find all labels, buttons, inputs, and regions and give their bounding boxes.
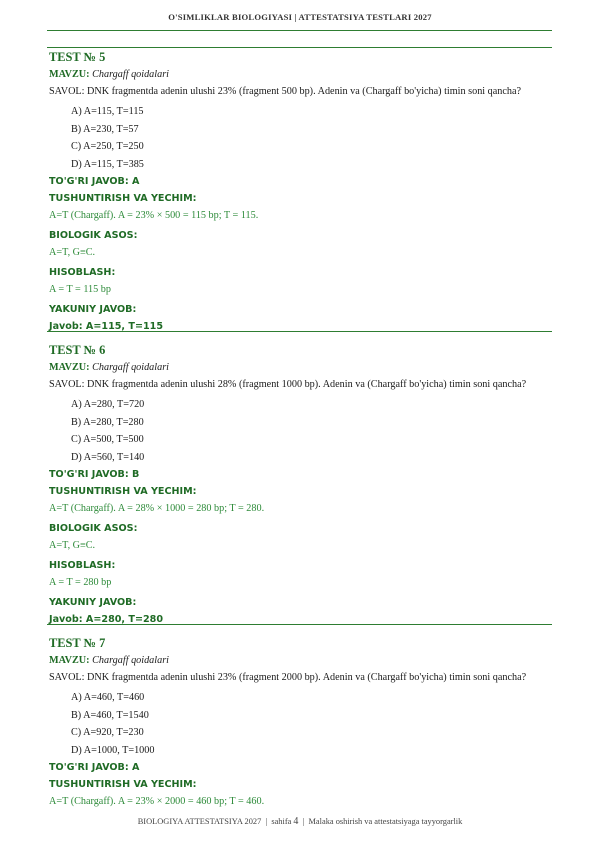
running-header: O'SIMLIKLAR BIOLOGIYASI | ATTESTATSIYA TESTLARI 2027 [168, 12, 432, 22]
correct-value: B [132, 469, 140, 480]
option-c: C) A=500, T=500 [71, 434, 144, 445]
topic-line [49, 359, 554, 376]
correct-value: A [132, 762, 140, 773]
section-rule [47, 624, 552, 625]
correct-label: TO'G'RI JAVOB: [49, 469, 129, 480]
correct-label: TO'G'RI JAVOB: [49, 762, 129, 773]
question-text: SAVOL: DNK fragmentda adenin ulushi 23% (fragment 2000 bp). Adenin va (Chargaff bo'yicha) timin soni qancha? [49, 672, 527, 683]
bio-text: A=T, G≡C. [49, 247, 96, 258]
footer-right: Malaka oshirish va attestatsiyaga tayyorgarlik [308, 817, 463, 826]
final-answer: Javob: A=280, T=280 [49, 614, 164, 625]
calc-text: A = T = 280 bp [49, 577, 112, 588]
topic-line [49, 66, 554, 83]
bio-heading: BIOLOGIK ASOS: [49, 230, 138, 241]
explanation-text: A=T (Chargaff). A = 28% × 1000 = 280 bp; T = 280. [49, 503, 265, 514]
page-footer: BIOLOGIYA ATTESTATSIYA 2027 | sahifa 4 | Malaka oshirish va attestatsiyaga tayyorgarlik [137, 816, 463, 827]
test-block-6 [49, 342, 554, 628]
option-c: C) A=920, T=230 [71, 727, 144, 738]
calc-heading: HISOBLASH: [49, 267, 116, 278]
option-d: D) A=115, T=385 [71, 158, 144, 170]
footer-sahifa: sahifa [271, 817, 292, 826]
explanation-text: A=T (Chargaff). A = 23% × 500 = 115 bp; T = 115. [49, 210, 259, 221]
option-a: A) A=460, T=460 [71, 692, 145, 703]
calc-heading: HISOBLASH: [49, 560, 116, 571]
correct-answer [49, 759, 554, 776]
correct-answer [49, 466, 554, 483]
test-block-5 [49, 49, 554, 335]
correct-answer [49, 173, 554, 190]
correct-value: A [132, 176, 140, 187]
option-a: A) A=280, T=720 [71, 399, 145, 410]
test-title: TEST № 6 [49, 343, 106, 357]
topic-value: Chargaff qoidalari [92, 362, 169, 373]
bio-heading: BIOLOGIK ASOS: [49, 523, 138, 534]
explanation-heading: TUSHUNTIRISH VA YECHIM: [49, 779, 197, 790]
topic-value: Chargaff qoidalari [92, 69, 169, 80]
final-answer: Javob: A=115, T=115 [49, 321, 164, 332]
option-b: B) A=230, T=57 [71, 123, 139, 135]
bio-text: A=T, G≡C. [49, 540, 96, 551]
page-number: 4 [293, 816, 299, 827]
footer-left: BIOLOGIYA ATTESTATSIYA 2027 [137, 817, 262, 826]
topic-label: MAVZU: [49, 655, 90, 666]
explanation-text: A=T (Chargaff). A = 23% × 2000 = 460 bp; T = 460. [49, 796, 265, 807]
option-b: B) A=280, T=280 [71, 416, 144, 428]
topic-label: MAVZU: [49, 362, 90, 373]
question-text: SAVOL: DNK fragmentda adenin ulushi 23% (fragment 500 bp). Adenin va (Chargaff bo'yicha) timin soni qancha? [49, 86, 522, 97]
final-heading: YAKUNIY JAVOB: [49, 597, 137, 608]
option-d: D) A=1000, T=1000 [71, 744, 155, 756]
correct-label: TO'G'RI JAVOB: [49, 176, 129, 187]
option-b: B) A=460, T=1540 [71, 709, 149, 721]
final-heading: YAKUNIY JAVOB: [49, 304, 137, 315]
test-title: TEST № 5 [49, 50, 106, 64]
option-c: C) A=250, T=250 [71, 141, 144, 152]
topic-value: Chargaff qoidalari [92, 655, 169, 666]
question-text: SAVOL: DNK fragmentda adenin ulushi 28% (fragment 1000 bp). Adenin va (Chargaff bo'yicha) timin soni qancha? [49, 379, 527, 390]
explanation-heading: TUSHUNTIRISH VA YECHIM: [49, 193, 197, 204]
option-d: D) A=560, T=140 [71, 451, 145, 463]
section-rule [47, 331, 552, 332]
test-title: TEST № 7 [49, 636, 106, 650]
test-block-7 [49, 635, 554, 813]
topic-line [49, 652, 554, 669]
topic-label: MAVZU: [49, 69, 90, 80]
explanation-heading: TUSHUNTIRISH VA YECHIM: [49, 486, 197, 497]
header-rule [47, 30, 552, 31]
option-a: A) A=115, T=115 [71, 106, 144, 117]
calc-text: A = T = 115 bp [49, 284, 111, 295]
section-rule [47, 47, 552, 48]
